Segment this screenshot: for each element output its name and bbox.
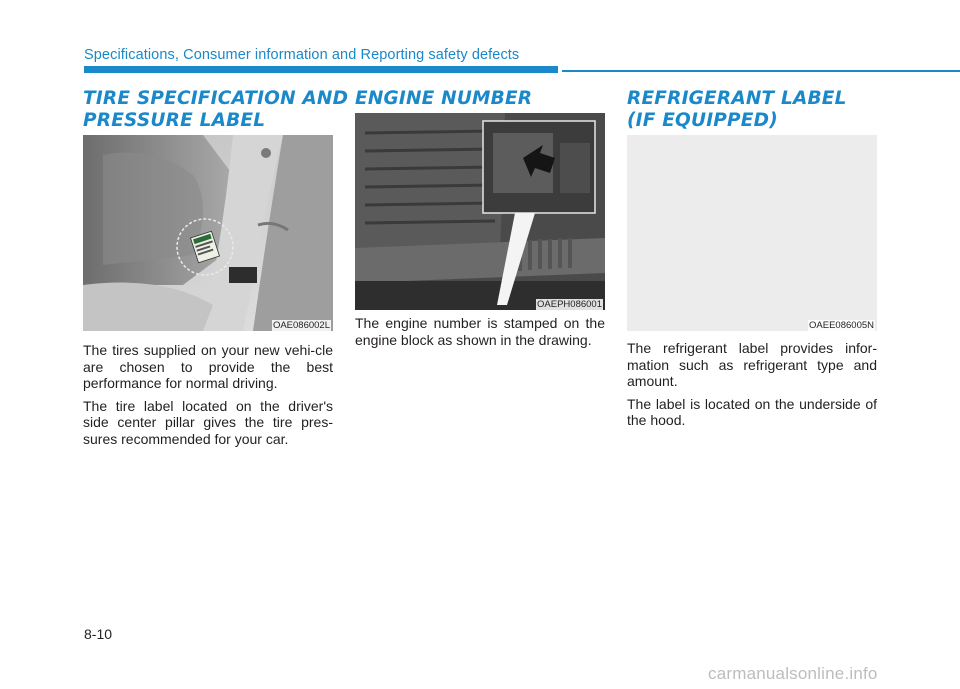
header-rule bbox=[562, 70, 960, 72]
engine-title-line1: ENGINE NUMBER bbox=[355, 88, 533, 109]
engine-bay-illustration bbox=[355, 113, 605, 310]
section-header-title: Specifications, Consumer information and Reporting safety defects bbox=[84, 47, 520, 63]
tire-section-title bbox=[83, 88, 348, 132]
page-number: 8-10 bbox=[84, 626, 113, 642]
tire-paragraph-1: The tires supplied on your new vehi-cle are chosen to provide the best performance for normal driving. bbox=[83, 342, 333, 392]
engine-paragraph-1: The engine number is stamped on the engine block as shown in the drawing. bbox=[355, 315, 605, 348]
refrigerant-title-line1: REFRIGERANT LABEL bbox=[627, 88, 847, 109]
refrigerant-photo-placeholder bbox=[627, 135, 877, 331]
refrigerant-image-code: OAEE086005N bbox=[809, 320, 874, 331]
watermark: carmanualsonline.info bbox=[708, 664, 878, 683]
engine-body-text bbox=[355, 315, 605, 354]
car-door-pillar-illustration bbox=[83, 135, 333, 331]
tire-image-code: OAE086002L bbox=[272, 320, 330, 331]
tire-title-line2: PRESSURE LABEL bbox=[83, 110, 266, 131]
engine-section-title bbox=[355, 88, 532, 110]
tire-label-photo bbox=[83, 135, 333, 331]
tire-title-line1: TIRE SPECIFICATION AND bbox=[83, 88, 349, 109]
refrigerant-title-line2: (IF EQUIPPED) bbox=[627, 110, 778, 131]
tire-paragraph-2: The tire label located on the driver's side center pillar gives the tire pres-sures recommended for your car. bbox=[83, 397, 333, 447]
refrigerant-section-title bbox=[627, 88, 847, 132]
engine-image-code: OAEPH086001 bbox=[537, 299, 602, 310]
refrigerant-body-text bbox=[627, 340, 877, 435]
refrigerant-paragraph-2: The label is located on the underside of the hood. bbox=[627, 395, 877, 429]
header-accent-bar bbox=[84, 66, 558, 73]
engine-photo bbox=[355, 113, 605, 310]
refrigerant-paragraph-1: The refrigerant label provides infor-mation such as refrigerant type and amount. bbox=[627, 340, 877, 390]
tire-body-text bbox=[83, 342, 333, 454]
